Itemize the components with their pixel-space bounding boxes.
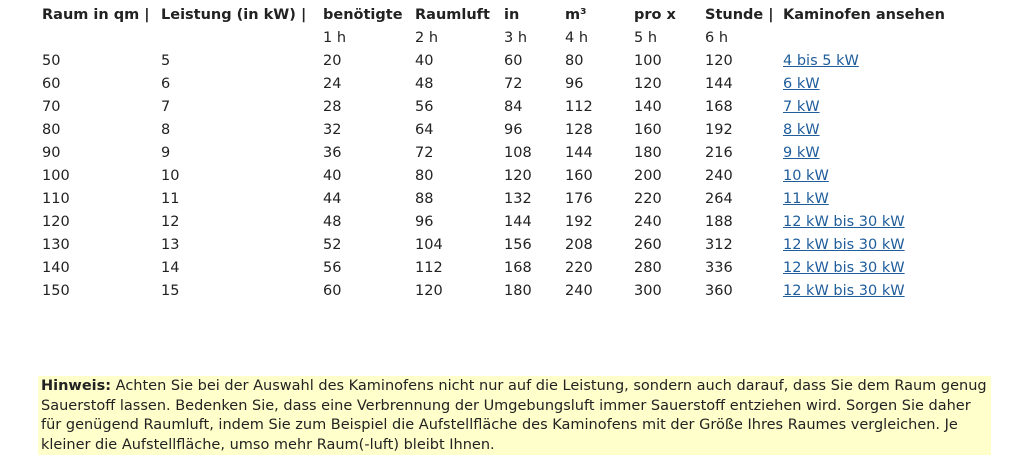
table-cell: 15: [161, 283, 180, 299]
table-row: [38, 119, 987, 142]
subheader-cell: 1 h: [323, 30, 347, 46]
table-cell: 240: [705, 168, 733, 184]
table-row: [38, 188, 987, 211]
stove-link[interactable]: 11 kW: [783, 191, 829, 207]
table-cell: 80: [415, 168, 434, 184]
table-cell: 56: [323, 260, 342, 276]
header-cell: Raum in qm |: [42, 7, 150, 23]
table-row: [38, 234, 987, 257]
table-cell: 260: [634, 237, 662, 253]
table-cell: 200: [634, 168, 662, 184]
table-cell: 110: [42, 191, 70, 207]
table-cell: 168: [705, 99, 733, 115]
stove-link[interactable]: 4 bis 5 kW: [783, 53, 859, 69]
table-cell: 80: [42, 122, 61, 138]
table-cell: 120: [415, 283, 443, 299]
table-row: [38, 165, 987, 188]
table-cell: 220: [565, 260, 593, 276]
table-cell: 12: [161, 214, 180, 230]
header-cell: Leistung (in kW) |: [161, 7, 307, 23]
table-cell: 192: [565, 214, 593, 230]
stove-link[interactable]: 12 kW bis 30 kW: [783, 260, 905, 276]
link-cell: [779, 211, 987, 234]
table-cell: 240: [634, 214, 662, 230]
link-cell: [779, 188, 987, 211]
hint-text: Achten Sie bei der Auswahl des Kaminofens nicht nur auf die Leistung, sondern auch darauf, dass Sie dem Raum genug Sauerstoff lassen. Bedenken Sie, dass eine Verbrennung der Umgebungsluft immer Sauerstoff entziehen wird. Sorgen Sie daher für genügend Raumluft, indem Sie zum Beispiel die Aufstellfläche des Kaminofens mit der Größe Ihres Raumes vergleichen. Je kleiner die Aufstellfläche, umso mehr Raum(-luft) bleibt Ihnen.: [41, 378, 987, 453]
stove-table: [38, 4, 987, 303]
table-cell: 20: [323, 53, 342, 69]
table-cell: 120: [634, 76, 662, 92]
table-cell: 48: [415, 76, 434, 92]
header-cell: Kaminofen ansehen: [783, 7, 945, 23]
table-cell: 144: [705, 76, 733, 92]
table-cell: 180: [504, 283, 532, 299]
header-cell: Raumluft: [415, 7, 490, 23]
table-cell: 48: [323, 214, 342, 230]
subheader-cell: 6 h: [705, 30, 729, 46]
table-row: [38, 142, 987, 165]
table-row: [38, 280, 987, 303]
table-cell: 5: [161, 53, 171, 69]
table-cell: 104: [415, 237, 443, 253]
table-cell: 10: [161, 168, 180, 184]
table-cell: 56: [415, 99, 434, 115]
table-cell: 120: [504, 168, 532, 184]
table-cell: 90: [42, 145, 61, 161]
table-cell: 108: [504, 145, 532, 161]
table-cell: 360: [705, 283, 733, 299]
header-cell: in: [504, 7, 520, 23]
stove-link[interactable]: 12 kW bis 30 kW: [783, 237, 905, 253]
table-cell: 300: [634, 283, 662, 299]
table-cell: 176: [565, 191, 593, 207]
header-row: [38, 4, 987, 27]
table-cell: 80: [565, 53, 584, 69]
table-cell: 112: [415, 260, 443, 276]
link-cell: [779, 165, 987, 188]
table-cell: 312: [705, 237, 733, 253]
subheader-cell: 4 h: [565, 30, 589, 46]
subheader-cell: 5 h: [634, 30, 658, 46]
table-cell: 70: [42, 99, 61, 115]
subheader-cell: [779, 27, 987, 50]
subheader-cell: 2 h: [415, 30, 439, 46]
table-cell: 6: [161, 76, 171, 92]
hint-box: [38, 376, 991, 455]
table-cell: 40: [415, 53, 434, 69]
table-cell: 168: [504, 260, 532, 276]
table-cell: 216: [705, 145, 733, 161]
table-cell: 160: [565, 168, 593, 184]
link-cell: [779, 96, 987, 119]
table-cell: 72: [415, 145, 434, 161]
table-cell: 130: [42, 237, 70, 253]
table-cell: 180: [634, 145, 662, 161]
table-cell: 9: [161, 145, 171, 161]
table-cell: 144: [565, 145, 593, 161]
table-cell: 28: [323, 99, 342, 115]
header-cell: m³: [565, 7, 587, 23]
table-cell: 52: [323, 237, 342, 253]
link-cell: [779, 73, 987, 96]
table-cell: 128: [565, 122, 593, 138]
table-row: [38, 96, 987, 119]
table-cell: 40: [323, 168, 342, 184]
table-cell: 112: [565, 99, 593, 115]
stove-link[interactable]: 7 kW: [783, 99, 820, 115]
table-cell: 88: [415, 191, 434, 207]
header-cell: benötigte: [323, 7, 403, 23]
table-cell: 36: [323, 145, 342, 161]
table-cell: 32: [323, 122, 342, 138]
header-cell: pro x: [634, 7, 676, 23]
table-cell: 60: [42, 76, 61, 92]
table-body: [38, 50, 987, 303]
table-cell: 192: [705, 122, 733, 138]
table-cell: 264: [705, 191, 733, 207]
table-cell: 8: [161, 122, 171, 138]
table-row: [38, 257, 987, 280]
link-cell: [779, 280, 987, 303]
table-cell: 132: [504, 191, 532, 207]
link-cell: [779, 234, 987, 257]
table-cell: 220: [634, 191, 662, 207]
stove-link[interactable]: 10 kW: [783, 168, 829, 184]
table-cell: 24: [323, 76, 342, 92]
hint-label: Hinweis:: [41, 378, 112, 394]
table-cell: 64: [415, 122, 434, 138]
table-cell: 280: [634, 260, 662, 276]
table-cell: 100: [42, 168, 70, 184]
link-cell: [779, 142, 987, 165]
stove-link[interactable]: 9 kW: [783, 145, 820, 161]
stove-link[interactable]: 12 kW bis 30 kW: [783, 283, 905, 299]
stove-link[interactable]: 8 kW: [783, 122, 820, 138]
table-cell: 188: [705, 214, 733, 230]
table-cell: 14: [161, 260, 180, 276]
table-cell: 120: [705, 53, 733, 69]
stove-link[interactable]: 12 kW bis 30 kW: [783, 214, 905, 230]
table-cell: 150: [42, 283, 70, 299]
stove-link[interactable]: 6 kW: [783, 76, 820, 92]
table-cell: 96: [415, 214, 434, 230]
table-cell: 13: [161, 237, 180, 253]
subheader-cell: [38, 27, 157, 50]
header-cell: Stunde |: [705, 7, 774, 23]
table-cell: 72: [504, 76, 523, 92]
table-cell: 208: [565, 237, 593, 253]
table-cell: 120: [42, 214, 70, 230]
table-row: [38, 211, 987, 234]
table-cell: 96: [565, 76, 584, 92]
link-cell: [779, 119, 987, 142]
table-cell: 100: [634, 53, 662, 69]
table-cell: 140: [634, 99, 662, 115]
table-cell: 50: [42, 53, 61, 69]
table-row: [38, 50, 987, 73]
subheader-row: [38, 27, 987, 50]
table-row: [38, 73, 987, 96]
table-cell: 60: [504, 53, 523, 69]
table-cell: 60: [323, 283, 342, 299]
table-cell: 240: [565, 283, 593, 299]
table-cell: 336: [705, 260, 733, 276]
table-cell: 140: [42, 260, 70, 276]
table-cell: 84: [504, 99, 523, 115]
link-cell: [779, 50, 987, 73]
table-cell: 44: [323, 191, 342, 207]
table-cell: 160: [634, 122, 662, 138]
subheader-cell: 3 h: [504, 30, 528, 46]
table-cell: 144: [504, 214, 532, 230]
table-cell: 96: [504, 122, 523, 138]
table-cell: 11: [161, 191, 180, 207]
table-cell: 7: [161, 99, 171, 115]
subheader-cell: [157, 27, 319, 50]
link-cell: [779, 257, 987, 280]
table-cell: 156: [504, 237, 532, 253]
